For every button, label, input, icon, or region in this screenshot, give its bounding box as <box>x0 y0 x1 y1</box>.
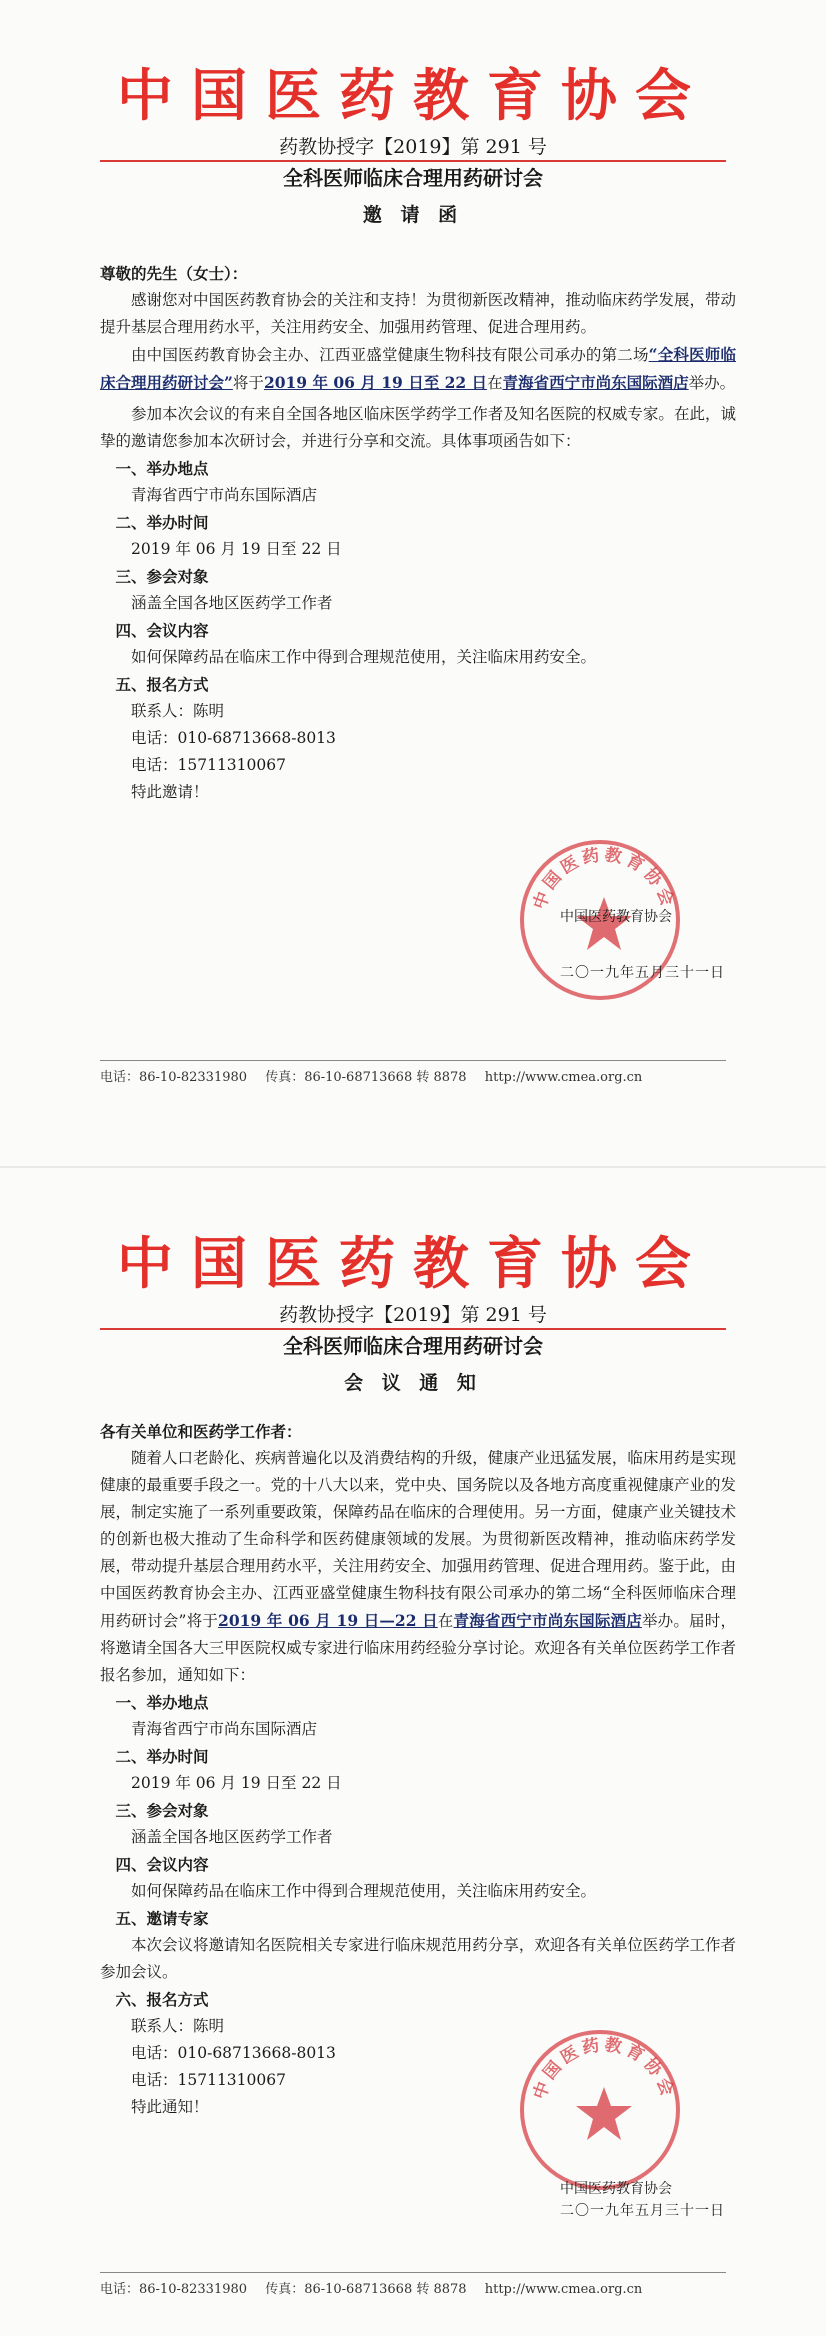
section-body-time: 2019 年 06 月 19 日至 22 日 <box>131 540 342 558</box>
footer-fax: 传真：86-10-68713668 转 8878 <box>265 2282 467 2297</box>
background-text: 在 <box>437 1612 454 1630</box>
contact-mobile: 电话：15711310067 <box>131 2071 286 2089</box>
section-heading-venue: 一、举办地点 <box>115 1693 209 1712</box>
seal-text: 中国医药教育协会 <box>529 844 679 913</box>
closing-remark: 特此通知！ <box>131 2098 209 2116</box>
section-body-audience: 涵盖全国各地区医药学工作者 <box>131 1828 333 1846</box>
section-heading-time: 二、举办时间 <box>115 1747 209 1766</box>
document-number: 药教协授字【2019】第 291 号 <box>279 136 547 158</box>
contact-mobile: 电话：15711310067 <box>131 756 286 774</box>
closing-remark: 特此邀请！ <box>131 783 209 801</box>
document-type: 会 议 通 知 <box>344 1372 482 1394</box>
paragraph-attendees: 参加本次会议的有来自全国各地区临床医学药学工作者及知名医院的权威专家。在此，诚挚的邀请您参加本次研讨会，并进行分享和交流。具体事项函告如下： <box>100 405 736 450</box>
section-body-venue: 青海省西宁市尚东国际酒店 <box>131 486 318 504</box>
footer-website: http://www.cmea.org.cn <box>484 2282 643 2297</box>
event-text: 由中国医药教育协会主办、江西亚盛堂健康生物科技有限公司承办的第二场 <box>131 346 649 364</box>
section-body-time: 2019 年 06 月 19 日至 22 日 <box>131 1774 342 1792</box>
event-text: 在 <box>487 374 503 392</box>
event-date-highlight: 2019 年 06 月 19 日—22 日 <box>218 1611 438 1630</box>
section-body-experts: 本次会议将邀请知名医院相关专家进行临床规范用药分享，欢迎各有关单位医药学工作者参加会议。 <box>100 1936 736 1981</box>
footer-divider <box>100 1060 726 1061</box>
section-heading-audience: 三、参会对象 <box>115 1801 209 1820</box>
section-heading-content: 四、会议内容 <box>115 621 209 640</box>
section-body-content: 如何保障药品在临床工作中得到合理规范使用，关注临床用药安全。 <box>131 1882 597 1900</box>
contact-person: 联系人：陈明 <box>131 2017 225 2035</box>
signature-date: 二〇一九年五月三十一日 <box>560 2203 725 2219</box>
document-type: 邀 请 函 <box>362 204 464 226</box>
paragraph-event <box>100 341 736 397</box>
salutation: 尊敬的先生（女士）： <box>100 264 248 283</box>
official-seal <box>520 2030 680 2190</box>
event-venue-highlight: 青海省西宁市尚东国际酒店 <box>502 373 689 392</box>
section-heading-venue: 一、举办地点 <box>115 459 209 478</box>
section-heading-registration: 五、报名方式 <box>115 675 209 694</box>
conference-title: 全科医师临床合理用药研讨会 <box>283 1334 543 1358</box>
page-footer <box>100 1066 726 1085</box>
section-heading-audience: 三、参会对象 <box>115 567 209 586</box>
seal-text: 中国医药教育协会 <box>529 2034 679 2103</box>
paragraph-background <box>100 1445 736 1689</box>
section-heading-experts: 五、邀请专家 <box>115 1909 209 1928</box>
footer-telephone: 电话：86-10-82331980 <box>100 2282 248 2297</box>
section-heading-registration: 六、报名方式 <box>115 1990 209 2009</box>
background-text: 举办。届时，将邀请全国各大三甲医院权威专家进行临床用药经验分享讨论。欢迎各有关单位医药学工作者报名参加，通知如下： <box>100 1612 736 1684</box>
event-name-highlight: “全科医师临床合理用药研讨会” <box>100 345 736 392</box>
contact-phone: 电话：010-68713668-8013 <box>131 729 336 747</box>
section-body-content: 如何保障药品在临床工作中得到合理规范使用，关注临床用药安全。 <box>131 648 597 666</box>
signature-organization: 中国医药教育协会 <box>560 2181 672 2197</box>
page-notice <box>0 1168 826 2336</box>
section-body-audience: 涵盖全国各地区医药学工作者 <box>131 594 333 612</box>
footer-fax: 传真：86-10-68713668 转 8878 <box>265 1070 467 1085</box>
paragraph-intro: 感谢您对中国医药教育协会的关注和支持！为贯彻新医改精神，推动临床药学发展，带动提升基层合理用药水平，关注用药安全、加强用药管理、促进合理用药。 <box>100 291 736 336</box>
event-text: 将于 <box>232 374 264 392</box>
letter-body <box>100 260 736 806</box>
footer-telephone: 电话：86-10-82331980 <box>100 1070 248 1085</box>
salutation: 各有关单位和医药学工作者： <box>100 1422 302 1441</box>
letterhead-title: 中国医药教育协会 <box>117 64 709 129</box>
document-number: 药教协授字【2019】第 291 号 <box>279 1304 547 1326</box>
notice-body <box>100 1418 736 2121</box>
contact-person: 联系人：陈明 <box>131 702 225 720</box>
letterhead-title: 中国医药教育协会 <box>117 1232 709 1297</box>
conference-title: 全科医师临床合理用药研讨会 <box>283 166 543 190</box>
event-date-highlight: 2019 年 06 月 19 日至 22 日 <box>263 373 488 392</box>
page-footer <box>100 2278 726 2297</box>
section-body-venue: 青海省西宁市尚东国际酒店 <box>131 1720 318 1738</box>
signature-date: 二〇一九年五月三十一日 <box>560 965 725 981</box>
footer-website: http://www.cmea.org.cn <box>484 1070 643 1085</box>
signature-organization: 中国医药教育协会 <box>560 909 672 925</box>
footer-divider <box>100 2272 726 2273</box>
star-icon <box>574 2084 634 2144</box>
contact-phone: 电话：010-68713668-8013 <box>131 2044 336 2062</box>
section-heading-content: 四、会议内容 <box>115 1855 209 1874</box>
section-heading-time: 二、举办时间 <box>115 513 209 532</box>
background-text: 随着人口老龄化、疾病普遍化以及消费结构的升级，健康产业迅猛发展，临床用药是实现健康的最重要手段之一。党的十八大以来，党中央、国务院以及各地方高度重视健康产业的发展，制定实施了一系列重要政策，保障药品在临床的合理使用。另一方面，健康产业关键技术的创新也极大推动了生命科学和医药健康领域的发展。为贯彻新医改精神，推动临床药学发展，带动提升基层合理用药水平，关注用药安全、加强用药管理、促进合理用药。鉴于此，由中国医药教育协会主办、江西亚盛堂健康生物科技有限公司承办的第二场“全科医师临床合理用药研讨会”将于 <box>100 1449 736 1630</box>
event-text: 举办。 <box>688 374 736 392</box>
event-venue-highlight: 青海省西宁市尚东国际酒店 <box>453 1611 642 1630</box>
